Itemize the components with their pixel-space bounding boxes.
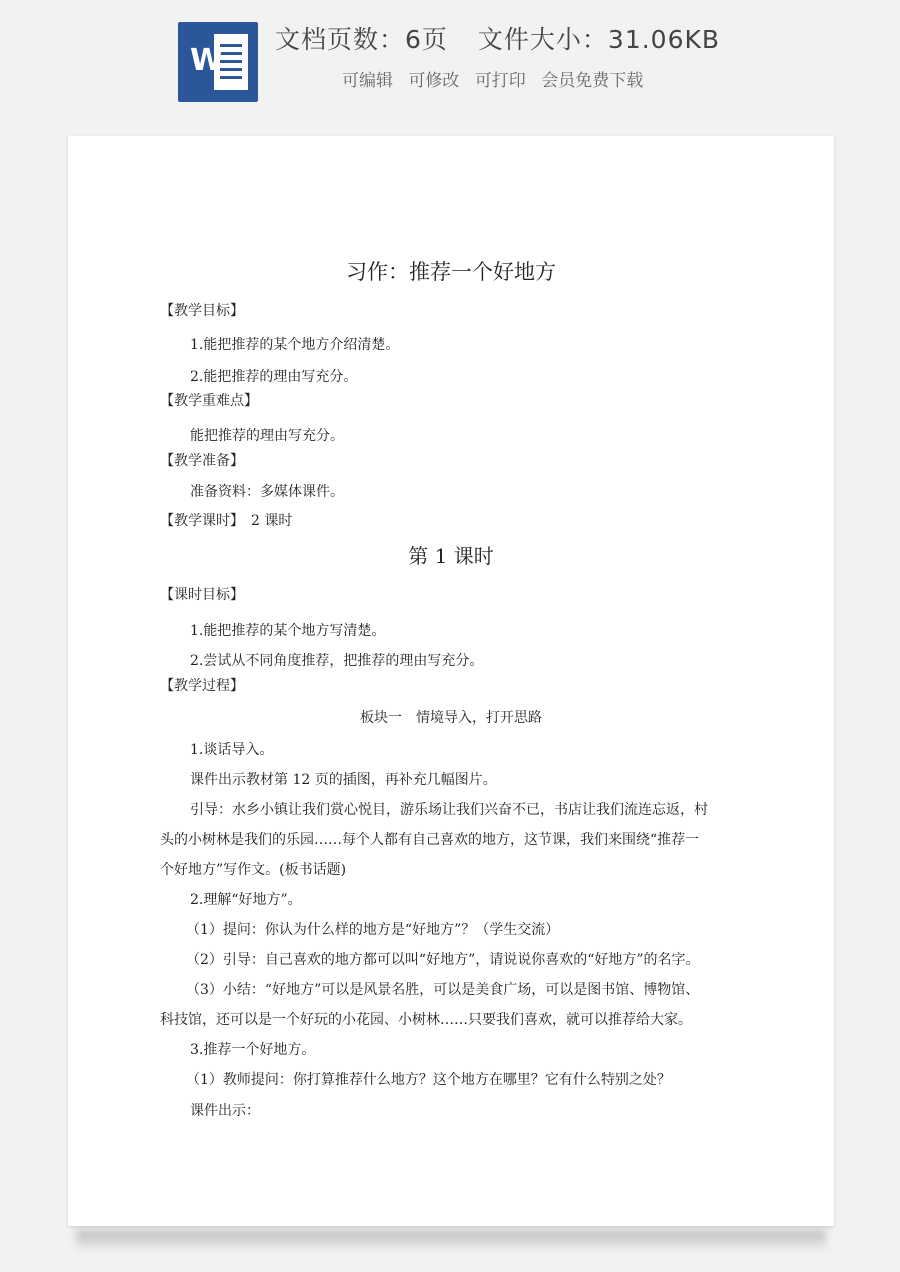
word-document-icon [178, 22, 258, 102]
heading-preparation: 【教学准备】 [160, 453, 244, 469]
file-info [275, 20, 755, 56]
file-size: 文件大小：31.06KB [477, 25, 721, 54]
lesson-goal-2: 2.尝试从不同角度推荐，把推荐的理由写充分。 [190, 653, 484, 669]
heading-teaching-goals: 【教学目标】 [160, 303, 244, 319]
heading-class-hours: 【教学课时】 2 课时 [160, 513, 293, 529]
feature-list [342, 66, 643, 91]
feature-editable: 可编辑 [342, 71, 393, 91]
process-guide-2: （2）引导：自己喜欢的地方都可以叫“好地方”，请说说你喜欢的“好地方”的名字。 [186, 952, 700, 968]
feature-printable: 可打印 [474, 71, 526, 91]
word-letter: W [190, 43, 224, 78]
process-step-3: 3.推荐一个好地方。 [190, 1042, 316, 1058]
process-step-2: 2.理解“好地方”。 [190, 892, 302, 908]
process-text-3c: 个好地方”写作文。(板书话题) [160, 862, 347, 878]
document-title: 习作：推荐一个好地方 [346, 260, 556, 284]
process-courseware: 课件出示： [190, 1103, 260, 1119]
block-heading-1: 板块一 情境导入，打开思路 [360, 710, 542, 726]
goal-item-1: 1.能把推荐的某个地方介绍清楚。 [190, 337, 400, 353]
document-page [68, 136, 834, 1226]
lesson-goal-1: 1.能把推荐的某个地方写清楚。 [190, 623, 386, 639]
download-banner [0, 0, 900, 135]
goal-item-2: 2.能把推荐的理由写充分。 [190, 369, 358, 385]
process-question-teacher: （1）教师提问：你打算推荐什么地方？这个地方在哪里？它有什么特别之处？ [186, 1072, 671, 1088]
lesson-title: 第 1 课时 [408, 544, 494, 568]
process-text-3a: 引导：水乡小镇让我们赏心悦目，游乐场让我们兴奋不已，书店让我们流连忘返，村 [190, 802, 708, 818]
process-summary-3a: （3）小结：“好地方”可以是风景名胜，可以是美食广场，可以是图书馆、博物馆、 [186, 982, 700, 998]
feature-modifiable: 可修改 [408, 71, 460, 91]
key-point-1: 能把推荐的理由写充分。 [190, 428, 344, 444]
process-text-3b: 头的小树林是我们的乐园……每个人都有自己喜欢的地方，这节课，我们来围绕“推荐一 [160, 832, 700, 848]
process-summary-3b: 科技馆，还可以是一个好玩的小花园、小树林……只要我们喜欢，就可以推荐给大家。 [160, 1012, 692, 1028]
preparation-1: 准备资料：多媒体课件。 [190, 484, 344, 500]
heading-lesson-goals: 【课时目标】 [160, 587, 244, 603]
process-question-1: （1）提问：你认为什么样的地方是“好地方”？（学生交流） [186, 922, 560, 938]
feature-member-download[interactable]: 会员免费下载 [541, 71, 644, 91]
heading-key-points: 【教学重难点】 [160, 393, 258, 409]
paper-shadow [76, 1230, 826, 1252]
heading-teaching-process: 【教学过程】 [160, 678, 244, 694]
page-count: 文档页数：6页 [275, 25, 448, 54]
process-step-1: 1.谈话导入。 [190, 742, 274, 758]
process-text-2: 课件出示教材第 12 页的插图，再补充几幅图片。 [190, 772, 497, 788]
